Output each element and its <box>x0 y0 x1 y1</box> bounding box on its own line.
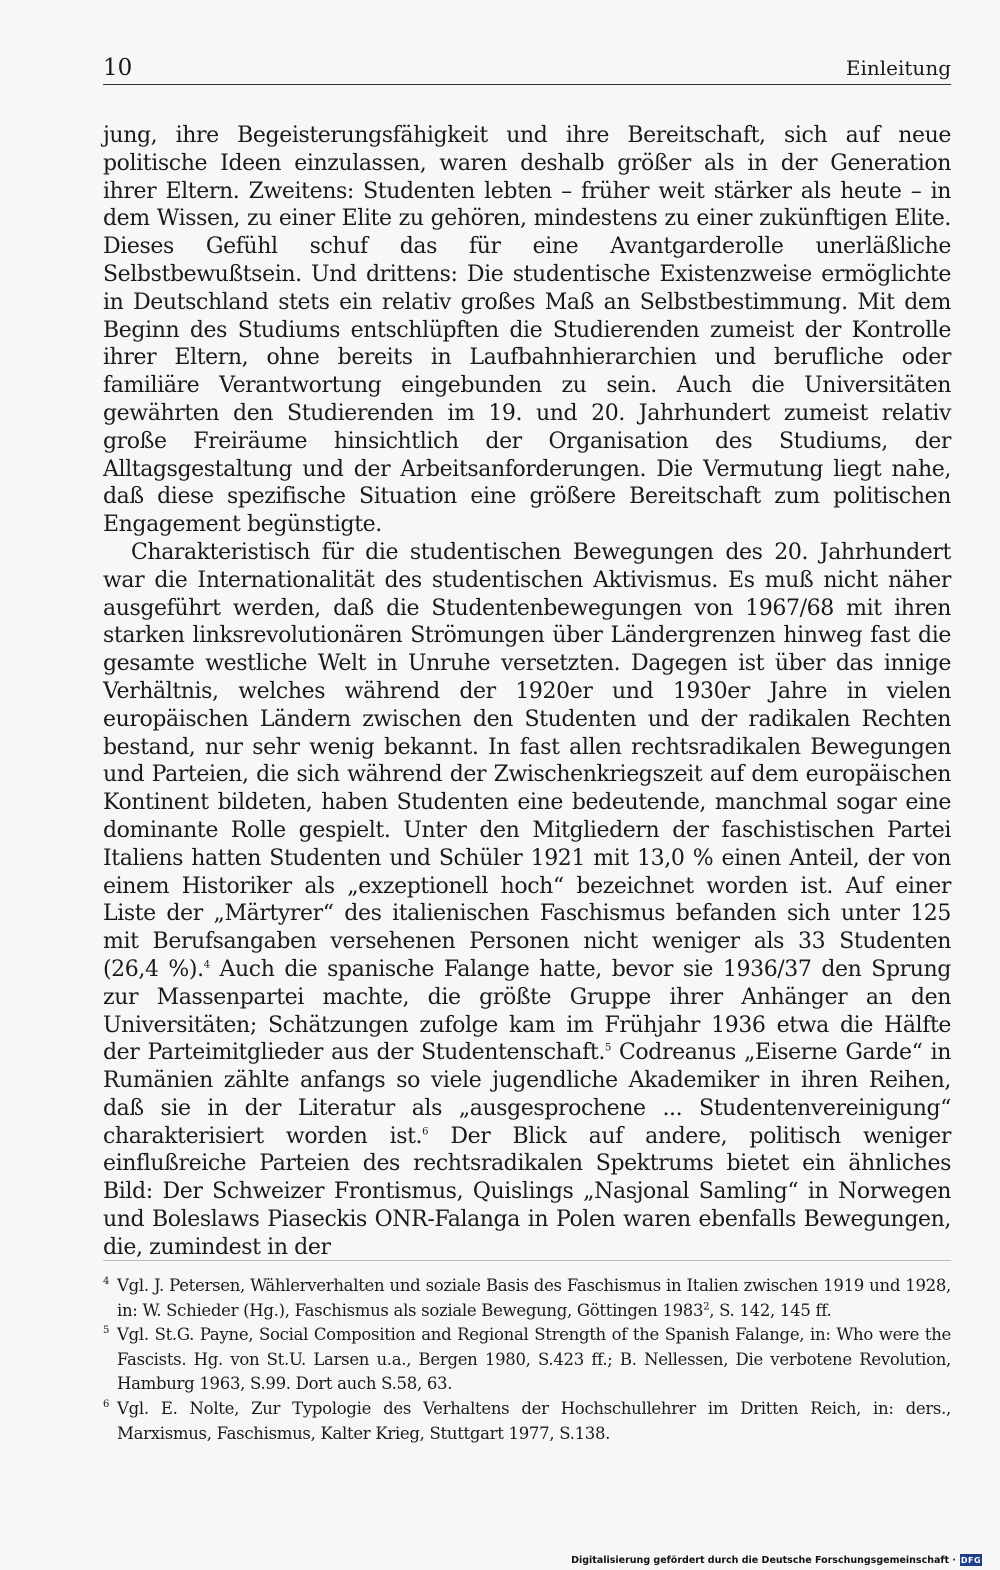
footnote-5 <box>103 1323 951 1397</box>
dfg-logo-icon: DFG <box>960 1555 982 1565</box>
footnotes <box>103 1274 951 1446</box>
footnote-number: 4 <box>103 1276 110 1287</box>
footnote-text: Vgl. J. Petersen, Wählerverhalten und soziale Basis des Faschismus in Italien zwischen 1919 und 1928, in: W. Schieder (Hg.), Faschismus als soziale Bewegung, Göttingen 1983 <box>117 1276 951 1320</box>
body-text <box>103 122 951 1262</box>
footnote-divider <box>103 1260 951 1261</box>
footnote-4 <box>103 1274 951 1323</box>
running-head: Einleitung <box>845 56 951 80</box>
paragraph-2-text-b: Auch die spanische Falange hatte, bevor sie 1936/37 den Sprung zur Massenpartei machte, die größte Gruppe ihrer Anhänger an den Universitäten; Schätzungen zufolge kam im Frühjahr 1936 etwa die Hälfte der Parteimitglieder aus der Studentenschaft. <box>103 956 951 1066</box>
footnote-ref-6[interactable]: 6 <box>422 1126 429 1138</box>
paragraph-2-text-a: Charakteristisch für die studentischen Bewegungen des 20. Jahrhundert war die Internationalität des studentischen Aktivismus. Es muß nicht näher ausgeführt werden, daß die Studentenbewegungen von 1967/68 mit ihren starken linksrevolutionären Strömungen über Ländergrenzen hinweg fast die gesamte westliche Welt in Unruhe versetzten. Dagegen ist über das innige Verhältnis, welches während der 1920er und 1930er Jahre in vielen europäischen Ländern zwischen den Studenten und der radikalen Rechten bestand, nur sehr wenig bekannt. In fast allen rechtsradikalen Bewegungen und Parteien, die sich während der Zwischenkriegszeit auf dem europäischen Kontinent bildeten, haben Studenten eine bedeutende, manchmal sogar eine dominante Rolle gespielt. Unter den Mitgliedern der faschistischen Partei Italiens hatten Studenten und Schüler 1921 mit 13,0 % einen Anteil, der von einem Historiker als „exzeptionell hoch“ bezeichnet worden ist. Auf einer Liste der „Märtyrer“ des italienischen Faschismus befanden sich unter 125 mit Berufsangaben versehenen Personen nicht weniger als 33 Studenten (26,4 %). <box>103 539 951 982</box>
paragraph-2-text-d: Der Blick auf andere, politisch weniger einflußreiche Parteien des rechtsradikalen Spektrums bietet ein ähnliches Bild: Der Schweizer Frontismus, Quislings „Nasjonal Samling“ in Norwegen und Boleslaws Piaseckis ONR-Falanga in Polen waren ebenfalls Bewegungen, die, zumindest in der <box>103 1123 951 1260</box>
footnote-number: 6 <box>103 1398 110 1410</box>
edition-superscript: 2 <box>703 1301 710 1313</box>
footnote-ref-4[interactable]: 4 <box>203 959 210 971</box>
paragraph-2-text-c: Codreanus „Eiserne Garde“ in Rumänien zählte anfangs so viele jugendliche Akademiker in ihren Reihen, daß sie in der Literatur als „ausgesprochene ... Studentenvereinigung“ charakterisiert worden ist. <box>103 1040 951 1149</box>
footnote-text: Vgl. St.G. Payne, Social Composition and Regional Strength of the Spanish Falange, in: Who were the Fascists. Hg. von St.U. Larsen u.a., Bergen 1980, S.423 ff.; B. Nellessen, Die verbotene Revolution, Hamburg 1963, S.99. Dort auch S.58, 63. <box>117 1325 951 1394</box>
paragraph-1: jung, ihre Begeisterungsfähigkeit und ihre Bereitschaft, sich auf neue politische Ideen einzulassen, waren deshalb größer als in der Generation ihrer Eltern. Zweitens: Studenten lebten – früher weit stärker als heute – in dem Wissen, zu einer Elite zu gehören, mindestens zu einer zukünftigen Elite. Dieses Gefühl schuf das für eine Avantgarderolle unerläßliche Selbstbewußtsein. Und drittens: Die studentische Existenzweise ermöglichte in Deutschland stets ein relativ großes Maß an Selbstbestimmung. Mit dem Beginn des Studiums entschlüpften die Studierenden zumeist der Kontrolle ihrer Eltern, ohne bereits in Laufbahnhierarchien und berufliche oder familiäre Verantwortung eingebunden zu sein. Auch die Universitäten gewährten den Studierenden im 19. und 20. Jahrhundert zumeist relativ große Freiräume hinsichtlich der Organisation des Studiums, der Alltagsgestaltung und der Arbeitsanforderungen. Die Vermutung liegt nahe, daß diese spezifische Situation eine größere Bereitschaft zum politischen Engagement begünstigte. <box>103 123 951 538</box>
footnote-number: 5 <box>103 1325 110 1337</box>
page-header <box>103 54 951 85</box>
page-number: 10 <box>103 55 133 81</box>
footnote-6 <box>103 1397 951 1446</box>
credit-text: Digitalisierung gefördert durch die Deutsche Forschungsgemeinschaft · <box>571 1554 956 1566</box>
paragraph-2 <box>103 539 951 1262</box>
footnote-ref-5[interactable]: 5 <box>604 1042 611 1054</box>
footnote-text: , S. 142, 145 ff. <box>709 1300 832 1320</box>
footnote-text: Vgl. E. Nolte, Zur Typologie des Verhaltens der Hochschullehrer im Dritten Reich, in: ders., Marxismus, Faschismus, Kalter Krieg, Stuttgart 1977, S.138. <box>117 1398 951 1443</box>
digitization-credit <box>571 1554 982 1566</box>
